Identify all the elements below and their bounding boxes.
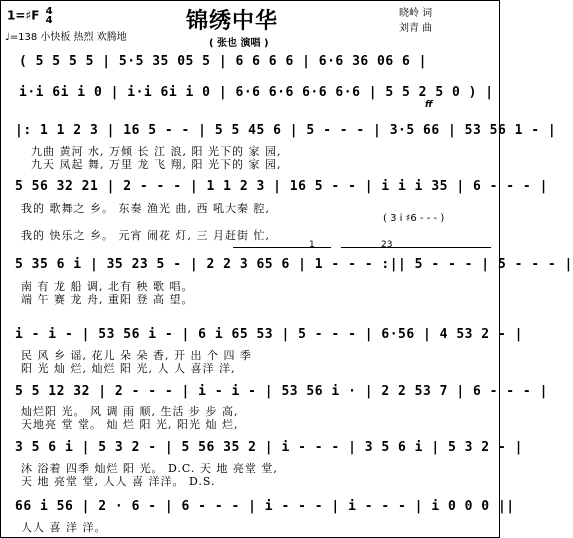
alternate-phrase: ( 3 i ♯6 - - - ) bbox=[383, 213, 445, 224]
lyric-line-11: 沐 浴着 四季 灿烂 阳 光。 D.C. 天 地 亮堂 堂, bbox=[21, 462, 278, 475]
lyric-line-13: 人人 喜 洋 洋。 bbox=[21, 521, 107, 534]
time-signature bbox=[46, 7, 53, 25]
fortissimo-mark: ff bbox=[425, 100, 433, 110]
notation-line-7: 5 5 12 32 | 2 - - - | i - i - | 53 56 i · | 2 2 53 7 | 6 - - - | bbox=[15, 384, 548, 399]
lyric-line-5: 南 有 龙 船 调, 北有 秧 歌 唱。 bbox=[21, 280, 194, 293]
notation-line-4: 5 56 32 21 | 2 - - - | 1 1 2 3 | 16 5 - - | i i i 35 | 6 - - - | bbox=[15, 179, 548, 194]
notation-line-8: 3 5 6 i | 5 3 2 - | 5 56 35 2 | i - - - | 3 5 6 i | 5 3 2 - | bbox=[15, 440, 523, 455]
notation-line-1: ( 5 5 5 5 | 5·5 35 05 5 | 6 6 6 6 | 6·6 36 06 6 | bbox=[19, 54, 428, 69]
first-ending-number: 1 bbox=[309, 240, 315, 250]
meter-top: 4 bbox=[45, 6, 53, 17]
lyric-line-9: 灿烂阳 光。 风 调 雨 顺, 生活 步 步 高, bbox=[21, 405, 239, 418]
lyric-line-7: 民 风 乡 谣, 花儿 朵 朵 香, 开 出 个 四 季 bbox=[21, 349, 252, 362]
lyric-line-6: 端 午 赛 龙 舟, 重阳 登 高 望。 bbox=[21, 293, 194, 306]
lyric-line-12: 天 地 亮堂 堂, 人人 喜 洋洋。 D.S. bbox=[21, 475, 216, 488]
lyric-line-2: 九天 凤起 舞, 万里 龙 飞 翔, 阳 光下的 家 园, bbox=[31, 158, 282, 171]
notation-line-2: i·i 6i i 0 | i·i 6i i 0 | 6·6 6·6 6·6 6·6 | 5 5 2 5 0 ) | bbox=[19, 85, 494, 100]
lyricist-credit: 晓岭 词 bbox=[399, 8, 433, 19]
song-title: 锦绣中华 bbox=[186, 8, 279, 34]
first-ending-bracket bbox=[233, 247, 331, 248]
second-ending-number: 23 bbox=[381, 240, 393, 250]
lyric-line-10: 天地亮 堂 堂。 灿 烂 阳 光, 阳光 灿 烂, bbox=[21, 418, 239, 431]
notation-line-6: i - i - | 53 56 i - | 6 i 65 53 | 5 - - - | 6·56 | 4 53 2 - | bbox=[15, 327, 523, 342]
notation-line-3: |: 1 1 2 3 | 16 5 - - | 5 5 45 6 | 5 - - - | 3·5 66 | 53 56 1 - | bbox=[15, 123, 557, 138]
lyric-line-1: 九曲 黄河 水, 万倾 长 江 浪, 阳 光下的 家 园, bbox=[31, 145, 282, 158]
second-ending-bracket bbox=[341, 247, 491, 248]
notation-line-5: 5 35 6 i | 35 23 5 - | 2 2 3 65 6 | 1 - - - :|| 5 - - - | 5 - - - | bbox=[15, 257, 573, 272]
lyric-line-3: 我的 歌舞之 乡。 东奏 渔光 曲, 西 吼大秦 腔, bbox=[21, 202, 270, 215]
author-credits bbox=[399, 6, 432, 36]
lyric-line-4: 我的 快乐之 乡。 元宵 闹花 灯, 三 月赶街 忙, bbox=[21, 229, 270, 242]
tempo-marking: ♩=138 小快板 热烈 欢腾地 bbox=[5, 32, 127, 43]
notation-line-9: 66 i 56 | 2 · 6 - | 6 - - - | i - - - | i - - - | i 0 0 0 || bbox=[15, 499, 515, 514]
singer-credit: ( 张也 演唱 ) bbox=[209, 38, 269, 49]
composer-credit: 刘青 曲 bbox=[399, 23, 433, 34]
lyric-line-8: 阳 光 灿 烂, 灿烂 阳 光, 人 人 喜洋 洋, bbox=[21, 362, 236, 375]
meter-bottom: 4 bbox=[45, 15, 53, 26]
key-label: 1=♯F bbox=[7, 8, 40, 23]
key-signature bbox=[7, 7, 53, 25]
